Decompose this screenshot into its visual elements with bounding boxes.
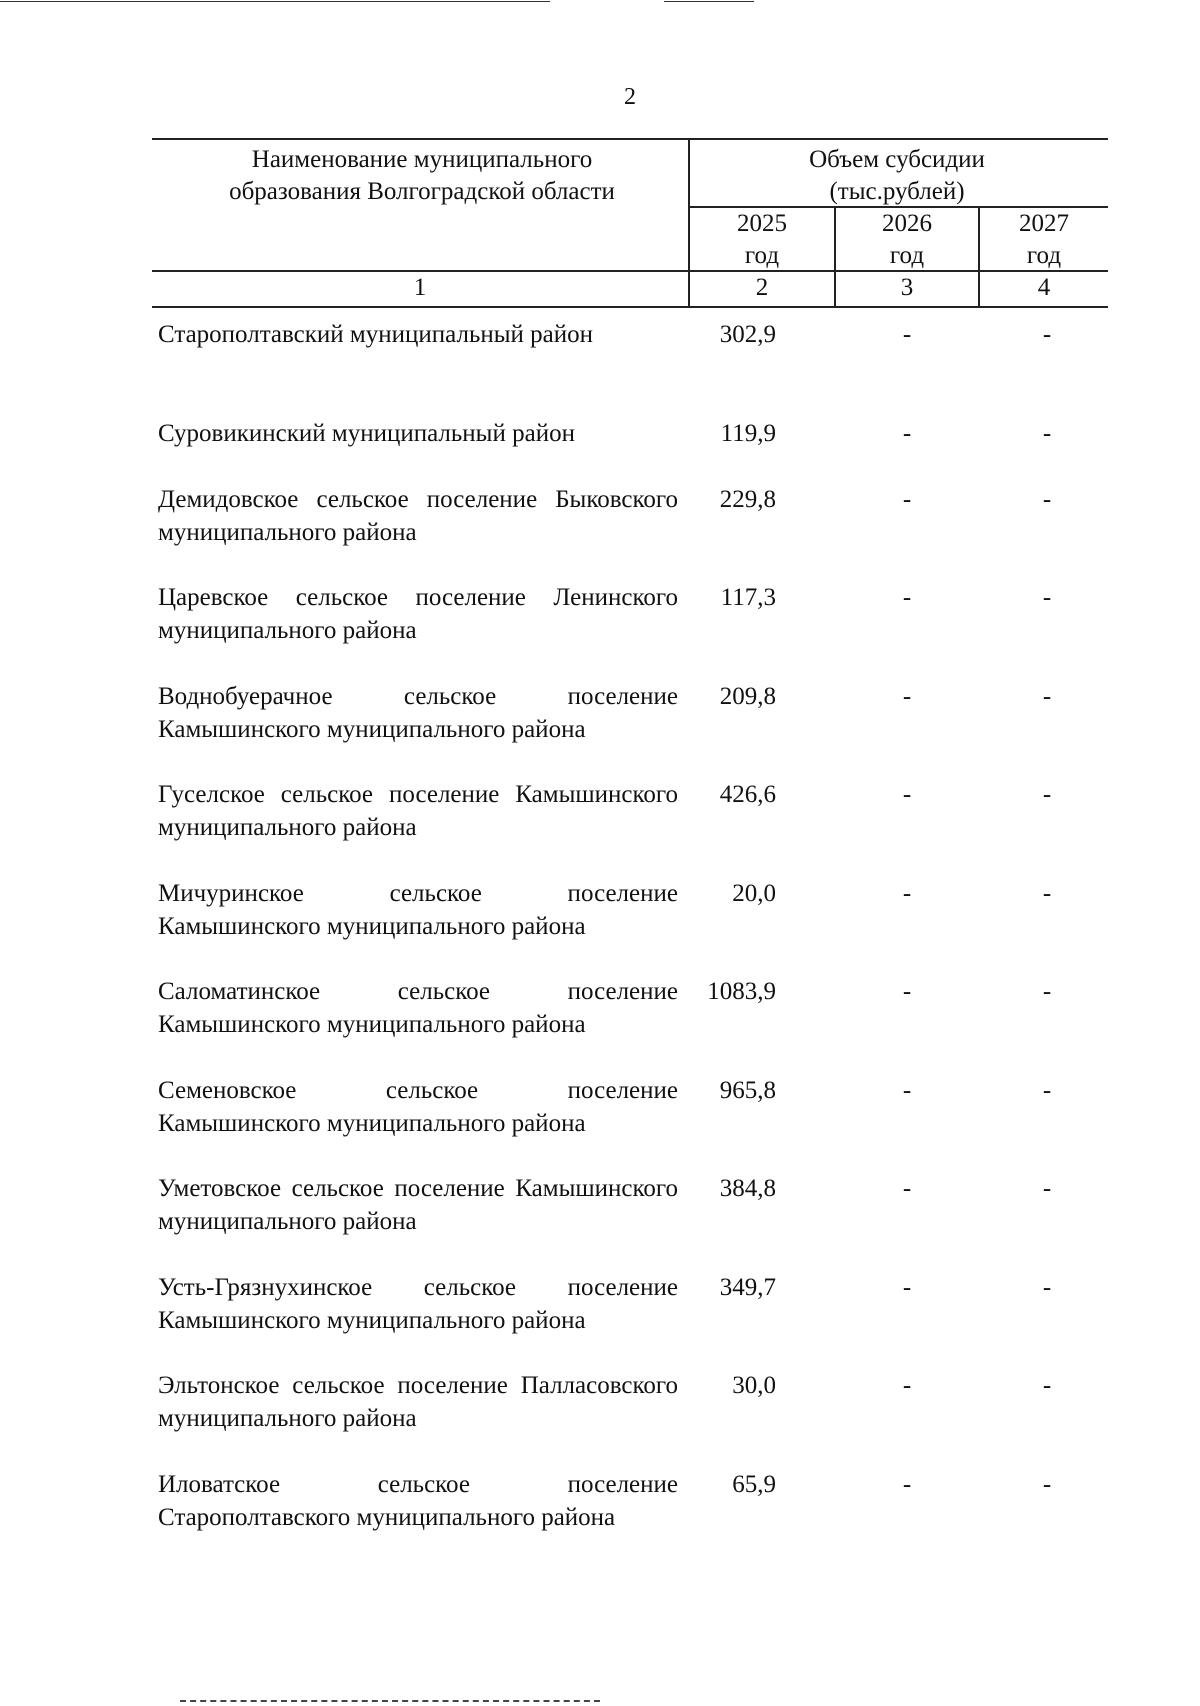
row-value-2026: -	[902, 321, 912, 348]
row-value-2027: -	[1042, 1470, 1052, 1498]
row-value-2025: 965,8	[719, 1076, 776, 1104]
row-name: Гуселское сельское поселение Камышинского муниципального района	[158, 781, 678, 841]
col-number-4: 4	[1037, 274, 1051, 301]
scan-edge-top-right	[664, 1, 754, 2]
year-2026-unit: год	[889, 242, 925, 269]
scan-edge-bottom	[180, 1700, 600, 1702]
year-2027-unit: год	[1026, 242, 1062, 269]
row-value-2027: -	[1042, 682, 1052, 710]
row-value-2025: 117,3	[720, 584, 776, 611]
table-row	[152, 483, 1108, 582]
year-2026-value: 2026	[882, 210, 932, 237]
row-value-2025: 426,6	[719, 781, 776, 808]
scan-edge-top	[0, 1, 550, 2]
year-2026	[836, 208, 978, 272]
row-name: Мичуринское сельское поселение Камышинского муниципального района	[158, 879, 678, 940]
table-row	[152, 680, 1108, 779]
row-value-2027: -	[1042, 978, 1052, 1005]
row-value-2027: -	[1042, 1273, 1052, 1301]
row-value-2026: -	[902, 879, 912, 907]
row-value-2027: -	[1042, 879, 1052, 907]
table-row	[152, 1271, 1108, 1370]
row-value-2026: -	[902, 978, 912, 1005]
row-name: Воднобуерачное сельское поселение Камышинского муниципального района	[158, 682, 678, 743]
row-value-2026: -	[902, 781, 912, 808]
col-group-title: Объем субсидии (тыс.рублей)	[809, 146, 985, 205]
row-value-2025: 30,0	[732, 1372, 776, 1399]
table-row	[152, 417, 1108, 483]
row-name: Уметовское сельское поселение Камышинского муниципального района	[158, 1175, 678, 1235]
row-value-2027: -	[1042, 781, 1052, 808]
col-number-rule	[152, 306, 1108, 308]
row-value-2027: -	[1042, 1372, 1052, 1399]
row-name: Иловатское сельское поселение Старополтавского муниципального района	[158, 1470, 678, 1531]
col1-title: Наименование муниципального образования Волгоградской области	[229, 146, 615, 205]
row-value-2026: -	[902, 1076, 912, 1104]
row-name: Суровикинский муниципальный район	[158, 419, 575, 447]
row-value-2025: 349,7	[719, 1273, 776, 1301]
row-name: Старополтавский муниципальный район	[158, 321, 593, 348]
table-row	[152, 778, 1108, 877]
year-2027-value: 2027	[1019, 210, 1069, 237]
year-2027	[980, 208, 1108, 272]
table-row	[152, 1074, 1108, 1173]
row-name: Семеновское сельское поселение Камышинского муниципального района	[158, 1076, 678, 1137]
table-row	[152, 877, 1108, 976]
row-value-2027: -	[1042, 419, 1052, 447]
table-row	[152, 975, 1108, 1074]
row-value-2025: 20,0	[732, 879, 776, 907]
year-2025-value: 2025	[737, 210, 787, 237]
row-name: Саломатинское сельское поселение Камышинского муниципального района	[158, 978, 678, 1038]
row-value-2026: -	[902, 1175, 912, 1202]
year-2025-unit: год	[744, 242, 780, 269]
row-value-2026: -	[902, 419, 912, 447]
row-value-2025: 65,9	[732, 1470, 776, 1498]
row-value-2025: 384,8	[719, 1175, 776, 1202]
subsidy-table-header	[152, 138, 1108, 308]
row-name: Усть-Грязнухинское сельское поселение Камышинского муниципального района	[158, 1273, 678, 1334]
row-value-2026: -	[902, 1273, 912, 1301]
row-value-2026: -	[902, 682, 912, 710]
subsidy-table-body	[152, 318, 1108, 1566]
row-value-2027: -	[1042, 485, 1052, 513]
col-number-1: 1	[413, 274, 427, 301]
page-number: 2	[624, 84, 636, 110]
table-row	[152, 1369, 1108, 1468]
row-name: Демидовское сельское поселение Быковского муниципального района	[158, 485, 678, 546]
row-name: Эльтонское сельское поселение Палласовского муниципального района	[158, 1372, 678, 1432]
row-value-2027: -	[1042, 1076, 1052, 1104]
row-value-2027: -	[1042, 584, 1052, 611]
row-value-2025: 229,8	[719, 485, 776, 513]
col-number-2: 2	[755, 274, 769, 301]
row-value-2026: -	[902, 1470, 912, 1498]
row-value-2027: -	[1042, 321, 1052, 348]
row-value-2025: 119,9	[720, 419, 776, 447]
table-row	[152, 1468, 1108, 1567]
header-top-rule	[152, 138, 1108, 140]
row-value-2025: 302,9	[719, 321, 776, 348]
row-value-2026: -	[902, 584, 912, 611]
table-row	[152, 318, 1108, 417]
row-value-2025: 1083,9	[707, 978, 776, 1005]
row-name: Царевское сельское поселение Ленинского муниципального района	[158, 584, 678, 644]
row-value-2027: -	[1042, 1175, 1052, 1202]
row-value-2026: -	[902, 485, 912, 513]
col-number-3: 3	[900, 274, 914, 301]
table-row	[152, 581, 1108, 680]
row-value-2025: 209,8	[719, 682, 776, 710]
table-row	[152, 1172, 1108, 1271]
row-value-2026: -	[902, 1372, 912, 1399]
year-2025	[690, 208, 834, 272]
